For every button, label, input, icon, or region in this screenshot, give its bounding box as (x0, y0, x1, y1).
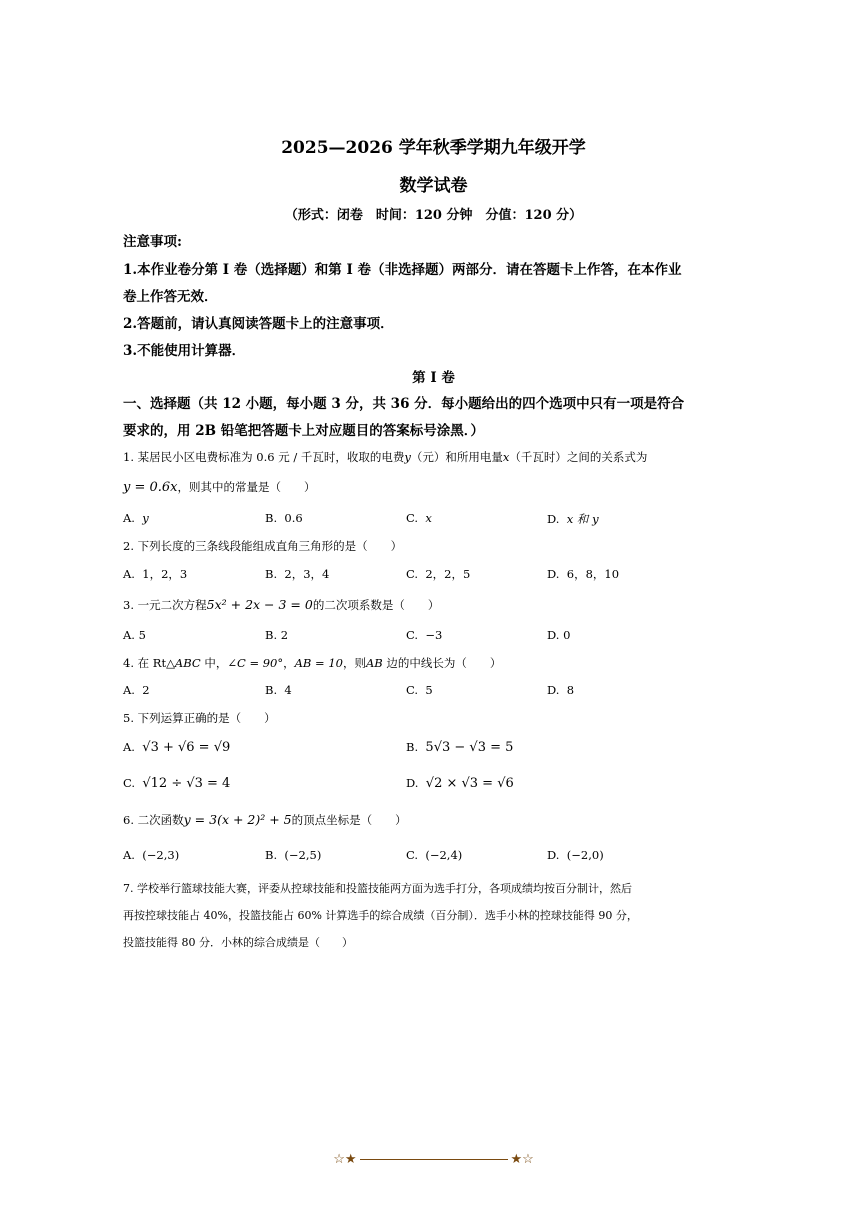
section-instructions-2: 要求的，用 2B 铅笔把答题卡上对应题目的答案标号涂黑．） (123, 423, 484, 439)
notes-heading: 注意事项: (123, 234, 182, 250)
footer-divider-line (360, 1159, 508, 1160)
question-2-option-c: C. 2，2，5 (406, 567, 471, 581)
question-7-line-3: 投篮技能得 80 分．小林的综合成绩是（ ） (123, 936, 353, 949)
question-3-option-a: A. 5 (123, 628, 146, 642)
question-5-option-d: D. √2 × √3 = √6 (406, 776, 514, 791)
question-5-option-a: A. √3 + √6 = √9 (123, 740, 231, 755)
footer-stars-left: ☆★ (333, 1152, 357, 1167)
question-3-stem: 3. 一元二次方程5x² + 2x − 3 = 0的二次项系数是（ ） (123, 597, 440, 612)
question-1-option-b: B. 0.6 (265, 511, 303, 525)
exam-info: （形式：闭卷 时间：120 分钟 分值：120 分） (284, 208, 583, 223)
question-3-option-d: D. 0 (547, 628, 571, 642)
question-5-option-c: C. √12 ÷ √3 = 4 (123, 776, 231, 791)
exam-subject: 数学试卷 (399, 176, 468, 196)
notes-line-1a: 1.本作业卷分第 Ⅰ 卷（选择题）和第 Ⅰ 卷（非选择题）两部分．请在答题卡上作答，在本作业 (123, 262, 682, 278)
footer-ornament (0, 1152, 867, 1167)
section-instructions-1: 一、选择题（共 12 小题，每小题 3 分，共 36 分．每小题给出的四个选项中只有一项是符合 (123, 396, 685, 412)
question-1-formula: y = 0.6x (123, 480, 178, 495)
question-6-option-c: C. (−2,4) (406, 848, 463, 862)
question-2-option-d: D. 6，8，10 (547, 567, 620, 581)
notes-line-3: 3.不能使用计算器． (123, 343, 246, 359)
question-1-option-a: A. y (123, 511, 149, 525)
question-1-stem-line2: y = 0.6x，则其中的常量是（ ） (123, 480, 316, 495)
question-7-line-2: 再按控球技能占 40%，投篮技能占 60% 计算选手的综合成绩（百分制）．选手小林的控球技能得 90 分， (123, 909, 638, 922)
question-2-stem: 2. 下列长度的三条线段能组成直角三角形的是（ ） (123, 539, 403, 553)
question-4-stem: 4. 在 Rt△ABC 中，∠C = 90°，AB = 10，则AB 边的中线长为（ ） (123, 656, 502, 670)
question-6-stem: 6. 二次函数y = 3(x + 2)² + 5的顶点坐标是（ ） (123, 812, 407, 827)
question-1-option-d: D. x 和 y (547, 512, 599, 526)
question-6-option-a: A. (−2,3) (123, 848, 180, 862)
question-5-stem: 5. 下列运算正确的是（ ） (123, 711, 276, 725)
question-6-function: y = 3(x + 2)² + 5 (183, 812, 292, 827)
exam-title: 2025—2026 学年秋季学期九年级开学 (281, 138, 586, 158)
question-2-option-b: B. 2，3，4 (265, 567, 330, 581)
question-5-option-b: B. 5√3 − √3 = 5 (406, 740, 514, 755)
question-6-option-b: B. (−2,5) (265, 848, 322, 862)
question-1-option-c: C. x (406, 511, 432, 525)
question-3-option-b: B. 2 (265, 628, 289, 642)
notes-line-2: 2.答题前，请认真阅读答题卡上的注意事项． (123, 316, 394, 332)
question-7-line-1: 7. 学校举行篮球技能大赛，评委从控球技能和投篮技能两方面为选手打分，各项成绩均按百分制计，然后 (123, 882, 632, 895)
question-4-option-a: A. 2 (123, 683, 150, 697)
volume-heading: 第 Ⅰ 卷 (412, 370, 455, 386)
question-4-option-c: C. 5 (406, 683, 433, 697)
question-4-option-d: D. 8 (547, 683, 575, 697)
question-3-equation: 5x² + 2x − 3 = 0 (206, 597, 313, 612)
question-1-stem-line1: 1. 某居民小区电费标准为 0.6 元 / 千瓦时，收取的电费y（元）和所用电量x（千瓦时）之间的关系式为 (123, 450, 648, 464)
question-2-option-a: A. 1，2，3 (123, 567, 188, 581)
footer-stars-right: ★☆ (510, 1152, 534, 1167)
notes-line-1b: 卷上作答无效． (123, 289, 218, 305)
question-3-option-c: C. −3 (406, 628, 443, 642)
question-6-option-d: D. (−2,0) (547, 848, 604, 862)
question-4-option-b: B. 4 (265, 683, 292, 697)
